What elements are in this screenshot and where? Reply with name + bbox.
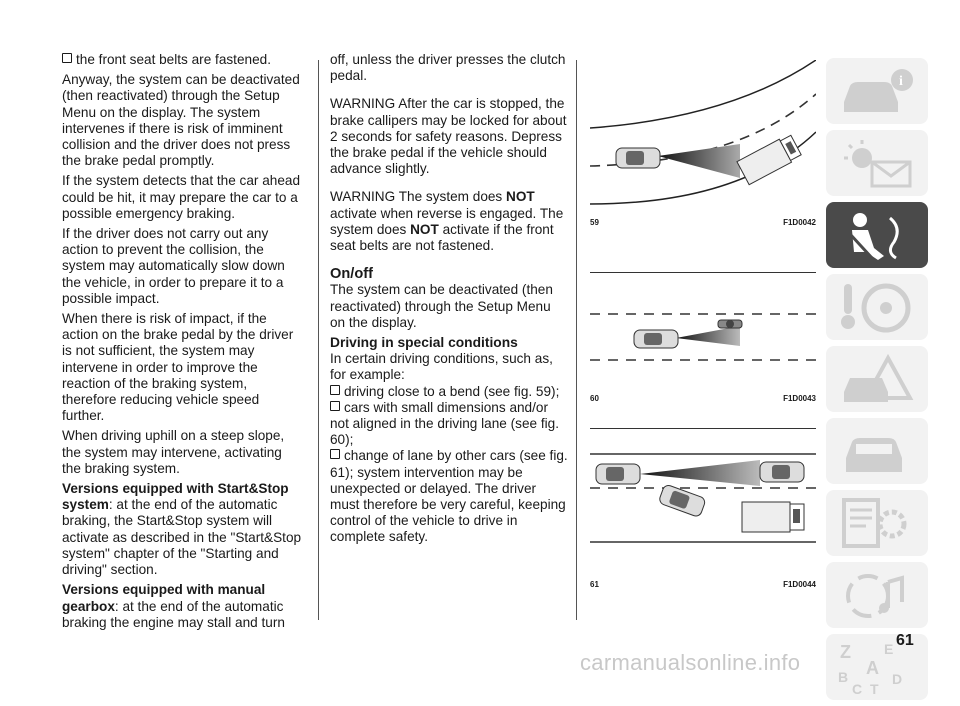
paragraph: Versions equipped with manual gearbox: at the end of the automatic braking the engine may stall and turn: [62, 582, 285, 630]
multimedia-icon: [838, 568, 918, 622]
warning-paragraph: WARNING The system does NOT activate when reverse is engaged. The system does NOT activate if the front seat belts are not fastened.: [330, 189, 564, 254]
figure-caption: 61 F1D0044: [590, 580, 816, 589]
tab-warning-lights[interactable]: [826, 130, 928, 196]
paragraph: Anyway, the system can be deactivated (then reactivated) through the Setup Menu on the display. The system intervenes if there is risk of imminent collision and the driver does not press the brake pedal promptly.: [62, 72, 300, 169]
svg-text:A: A: [866, 658, 879, 678]
warning-lights-icon: [838, 136, 918, 190]
svg-text:E: E: [884, 641, 894, 657]
emergency-triangle-icon: [838, 352, 918, 406]
tab-starting-driving[interactable]: [826, 274, 928, 340]
paragraph: Versions equipped with Start&Stop system: at the end of the automatic braking, the Start&Stop system will activate as described in the "Start&Stop system" chapter of the "Starting and driving" section.: [62, 481, 302, 578]
chapter-tabs: [826, 58, 928, 706]
list-item: cars with small dimensions and/or not aligned in the driving lane (see fig. 60);: [330, 399, 559, 448]
checkbox-bullet-icon: [62, 53, 72, 63]
list-item: driving close to a bend (see fig. 59);: [330, 384, 568, 400]
figure-rule: [590, 428, 816, 429]
paragraph: The system can be deactivated (then reactivated) through the Setup Menu on the display.: [330, 282, 553, 330]
paragraph: If the system detects that the car ahead could be hit, it may prepare the car to a possible emergency braking.: [62, 173, 301, 221]
list-item: the front seat belts are fastened.: [62, 52, 302, 68]
column-divider: [576, 60, 577, 620]
figure-caption: 59 F1D0042: [590, 218, 816, 227]
checkbox-bullet-icon: [330, 401, 340, 411]
car-info-icon: [838, 64, 918, 118]
figure-caption: 60 F1D0043: [590, 394, 816, 403]
tab-technical-data[interactable]: [826, 490, 928, 556]
tab-multimedia[interactable]: [826, 562, 928, 628]
checkbox-bullet-icon: [330, 449, 340, 459]
figure-60-lane-illustration: [590, 290, 816, 370]
watermark: carmanualsonline.info: [580, 650, 801, 675]
specs-gear-icon: [838, 496, 918, 550]
airbag-seat-icon: [838, 208, 918, 262]
figure-59-bend-illustration: [590, 60, 816, 212]
svg-text:i: i: [899, 74, 903, 89]
section-heading: On/off: [330, 266, 373, 283]
warning-paragraph: WARNING After the car is stopped, the brake callipers may be locked for about 2 seconds for safety reasons. Depress the brake pedal if the vehicle should advance slightly.: [330, 96, 567, 177]
text-column-left: [62, 52, 302, 635]
steering-key-icon: [838, 280, 918, 334]
checkbox-bullet-icon: [330, 385, 340, 395]
figure-61-lane-change-illustration: [590, 446, 816, 566]
svg-text:T: T: [870, 681, 879, 694]
text-column-middle: [330, 52, 568, 546]
car-maintenance-icon: [838, 424, 918, 478]
list-item: change of lane by other cars (see fig. 61); system intervention may be unexpected or delayed. The driver must therefore be very careful, keeping control of the vehicle to drive in complete safety.: [330, 448, 568, 545]
svg-text:Z: Z: [840, 642, 851, 662]
svg-text:D: D: [892, 671, 903, 687]
svg-text:C: C: [852, 681, 863, 694]
tab-knowing-your-car[interactable]: [826, 58, 928, 124]
paragraph: In certain driving conditions, such as, for example:: [330, 351, 553, 383]
paragraph: When there is risk of impact, if the action on the brake pedal by the driver is not sufficient, the system may intervene in order to improve the reaction of the braking system, therefore reducing vehicle speed further.: [62, 311, 294, 424]
paragraph: If the driver does not carry out any action to prevent the collision, the system may automatically slow down the vehicle, in order to prepare it to a possible impact.: [62, 226, 285, 306]
column-divider: [318, 60, 319, 620]
figure-rule: [590, 272, 816, 273]
paragraph: off, unless the driver presses the clutch pedal.: [330, 52, 566, 84]
tab-safety[interactable]: [826, 202, 928, 268]
page-number: 61: [896, 632, 914, 649]
svg-text:B: B: [838, 669, 849, 685]
tab-emergency[interactable]: [826, 346, 928, 412]
paragraph: When driving uphill on a steep slope, the system may intervene, activating the braking system.: [62, 428, 285, 476]
tab-maintenance[interactable]: [826, 418, 928, 484]
subsection-heading: Driving in special conditions: [330, 335, 518, 351]
